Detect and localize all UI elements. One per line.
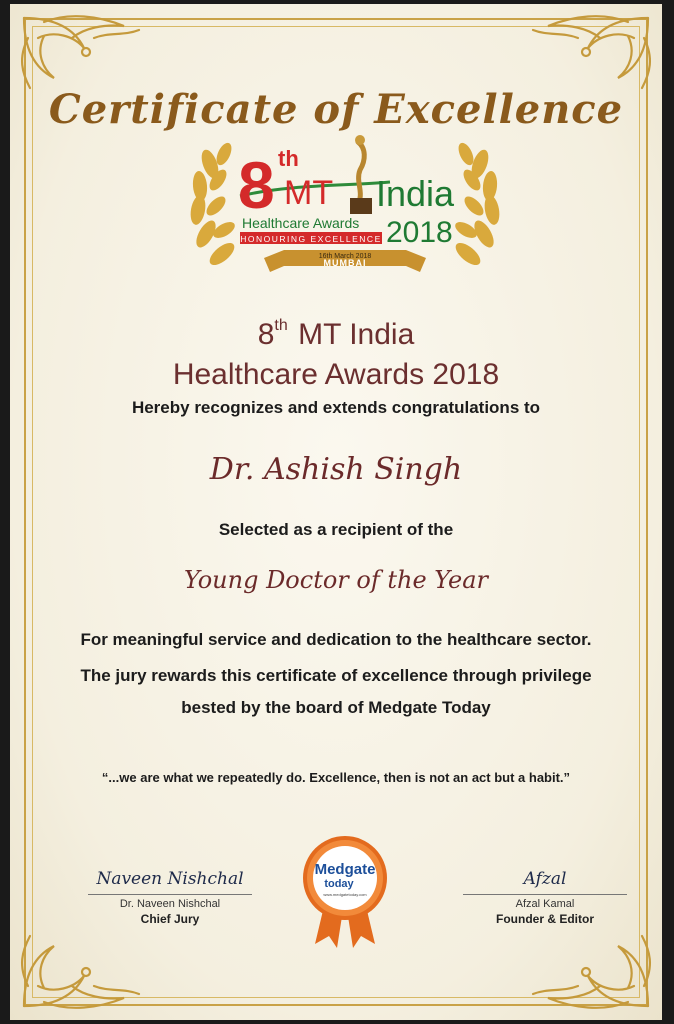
medgate-today-seal-icon [295,832,395,950]
recognizes-text: Hereby recognizes and extends congratulations to [131,398,541,417]
jury-text-line2: bested by the board of Medgate Today [181,698,491,717]
awards-heading-line2: Healthcare Awards 2018 [172,358,500,391]
awards-heading [10,306,662,395]
recipient-name: Dr. Ashish Singh [209,452,463,487]
awards-heading-line1 [10,306,662,355]
seal-url: www.medgatetoday.com [323,892,367,897]
certificate-title: Certificate of Excellence [48,86,624,133]
jury-text-line1: The jury rewards this certificate of excellence through privilege [80,666,592,685]
signatory-name: Afzal Kamal [515,898,575,910]
logo-program: Healthcare Awards [242,215,360,231]
award-name: Young Doctor of the Year [183,566,489,594]
mt-india-awards-logo [180,124,510,289]
logo-number: 8 [238,148,275,222]
signature-line [88,894,252,895]
logo-country: India [376,173,455,214]
logo-brand: MT [284,174,334,212]
heading-ordinal: th [274,317,288,334]
signatory-name: Dr. Naveen Nishchal [119,898,221,910]
logo-date: 16th March 2018 [318,253,372,260]
signature-naveen: Naveen Nishchal [96,869,244,889]
certificate-sheet [10,4,662,1020]
corner-ornament-bottom-left [14,926,154,1016]
corner-ornament-bottom-right [518,926,658,1016]
heading-line1-text: MT India [298,318,415,351]
seal-brand-line2: today [324,878,354,890]
trophy-icon [350,135,372,214]
heading-number: 8 [257,318,275,351]
signatory-chief-jury [70,866,270,926]
seal-brand-line1: Medgate [314,861,376,878]
signatory-founder [445,866,645,926]
laurel-left-icon [189,141,238,269]
signatory-role: Founder & Editor [496,912,594,926]
selected-text: Selected as a recipient of the [218,520,454,539]
logo-ordinal: th [278,146,299,171]
service-text: For meaningful service and dedication to the healthcare sector. [80,630,592,649]
quote-text: “...we are what we repeatedly do. Excellence, then is not an act but a habit.” [101,770,571,785]
signatory-role: Chief Jury [140,912,200,926]
signature-afzal: Afzal [523,869,567,889]
corner-ornament-top-right [518,8,658,98]
corner-ornament-top-left [14,8,154,98]
logo-tagline: HONOURING EXCELLENCE [240,234,382,244]
logo-year: 2018 [386,216,453,249]
laurel-right-icon [452,141,501,269]
signature-line [463,894,627,895]
logo-city: MUMBAI [323,258,367,268]
